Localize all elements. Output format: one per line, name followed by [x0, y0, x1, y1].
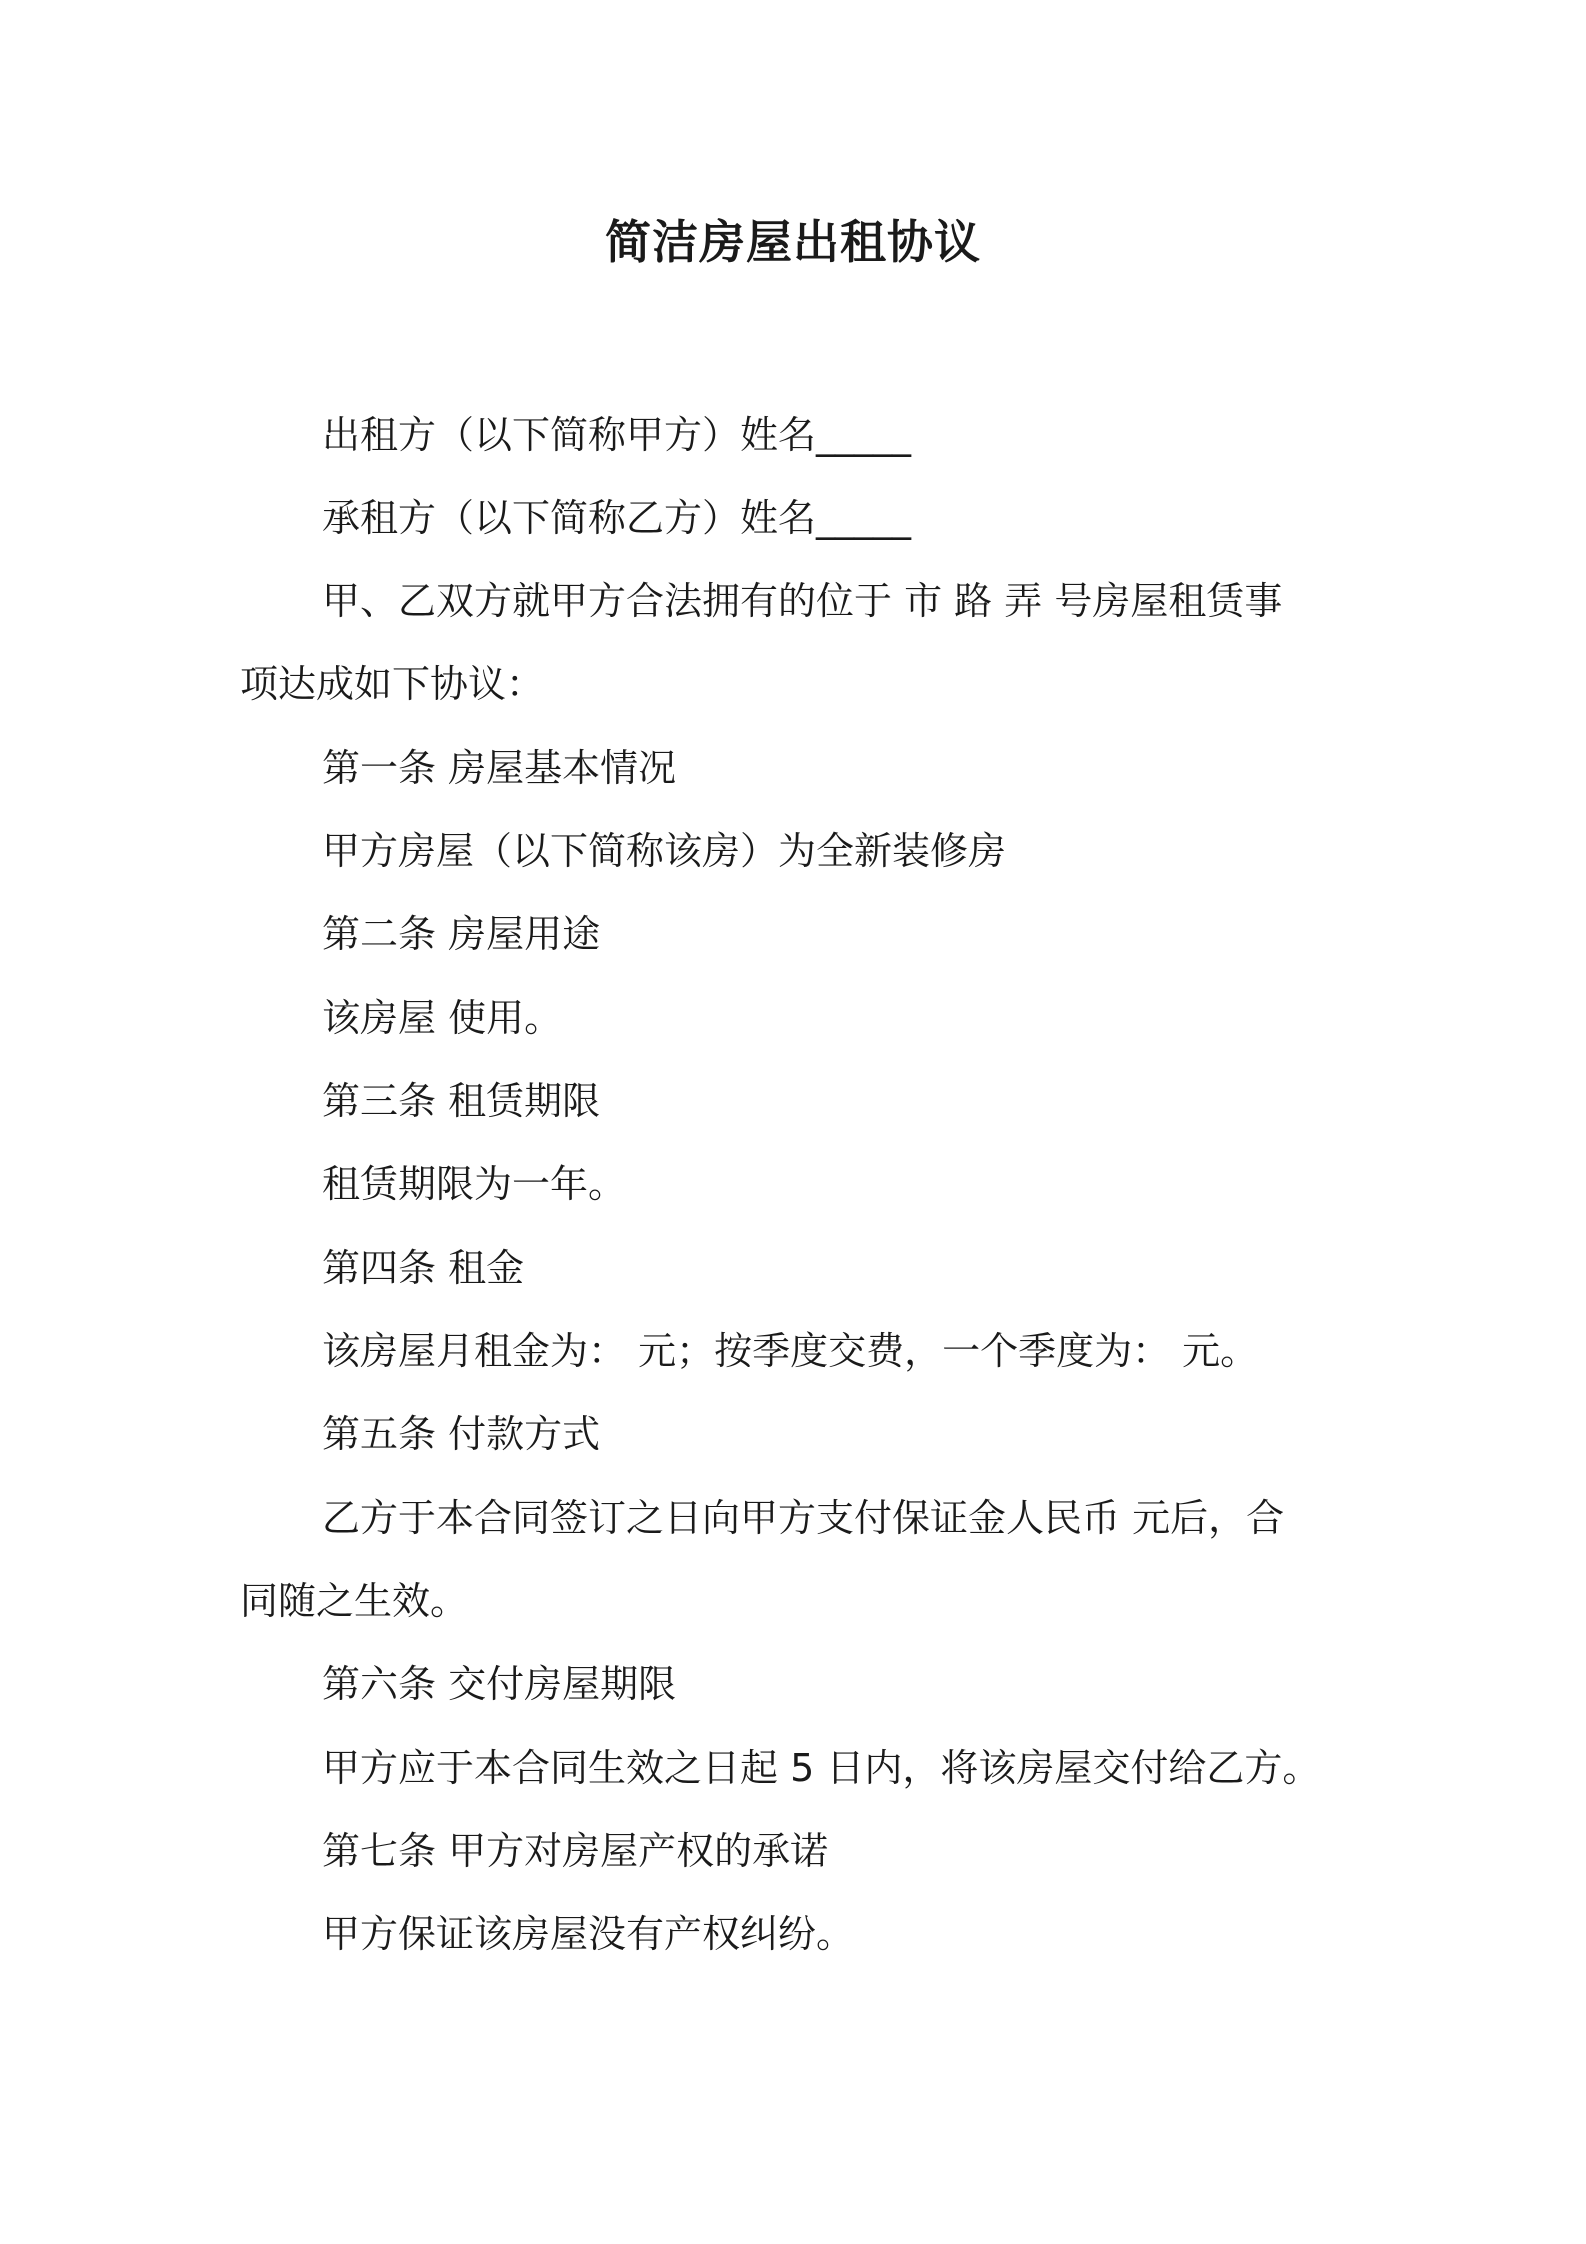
article-2-body: 该房屋 使用。	[322, 996, 563, 1040]
article-3-body: 租赁期限为一年。	[322, 1162, 627, 1206]
agreement-intro-line-2: 项达成如下协议：	[240, 662, 545, 706]
article-5-heading: 第五条 付款方式	[322, 1412, 601, 1456]
article-4-body: 该房屋月租金为： 元；按季度交费，一个季度为： 元。	[322, 1329, 1259, 1373]
article-6-body: 甲方应于本合同生效之日起 5 日内，将该房屋交付给乙方。	[322, 1746, 1321, 1790]
article-7-body: 甲方保证该房屋没有产权纠纷。	[322, 1912, 855, 1956]
article-2-heading: 第二条 房屋用途	[322, 912, 601, 956]
article-3-heading: 第三条 租赁期限	[322, 1079, 601, 1123]
document-title: 简洁房屋出租协议	[605, 215, 981, 269]
lessor-name-line: 出租方（以下简称甲方）姓名_____	[322, 413, 912, 457]
article-1-body: 甲方房屋（以下简称该房）为全新装修房	[322, 829, 1007, 873]
agreement-intro-line-1: 甲、乙双方就甲方合法拥有的位于 市 路 弄 号房屋租赁事	[322, 579, 1283, 623]
article-4-heading: 第四条 租金	[322, 1246, 525, 1290]
article-5-body-line-2: 同随之生效。	[240, 1579, 469, 1623]
lessee-name-line: 承租方（以下简称乙方）姓名_____	[322, 496, 912, 540]
article-1-heading: 第一条 房屋基本情况	[322, 746, 677, 790]
article-5-body-line-1: 乙方于本合同签订之日向甲方支付保证金人民币 元后，合	[322, 1496, 1285, 1540]
article-6-heading: 第六条 交付房屋期限	[322, 1662, 677, 1706]
article-7-heading: 第七条 甲方对房屋产权的承诺	[322, 1829, 829, 1873]
